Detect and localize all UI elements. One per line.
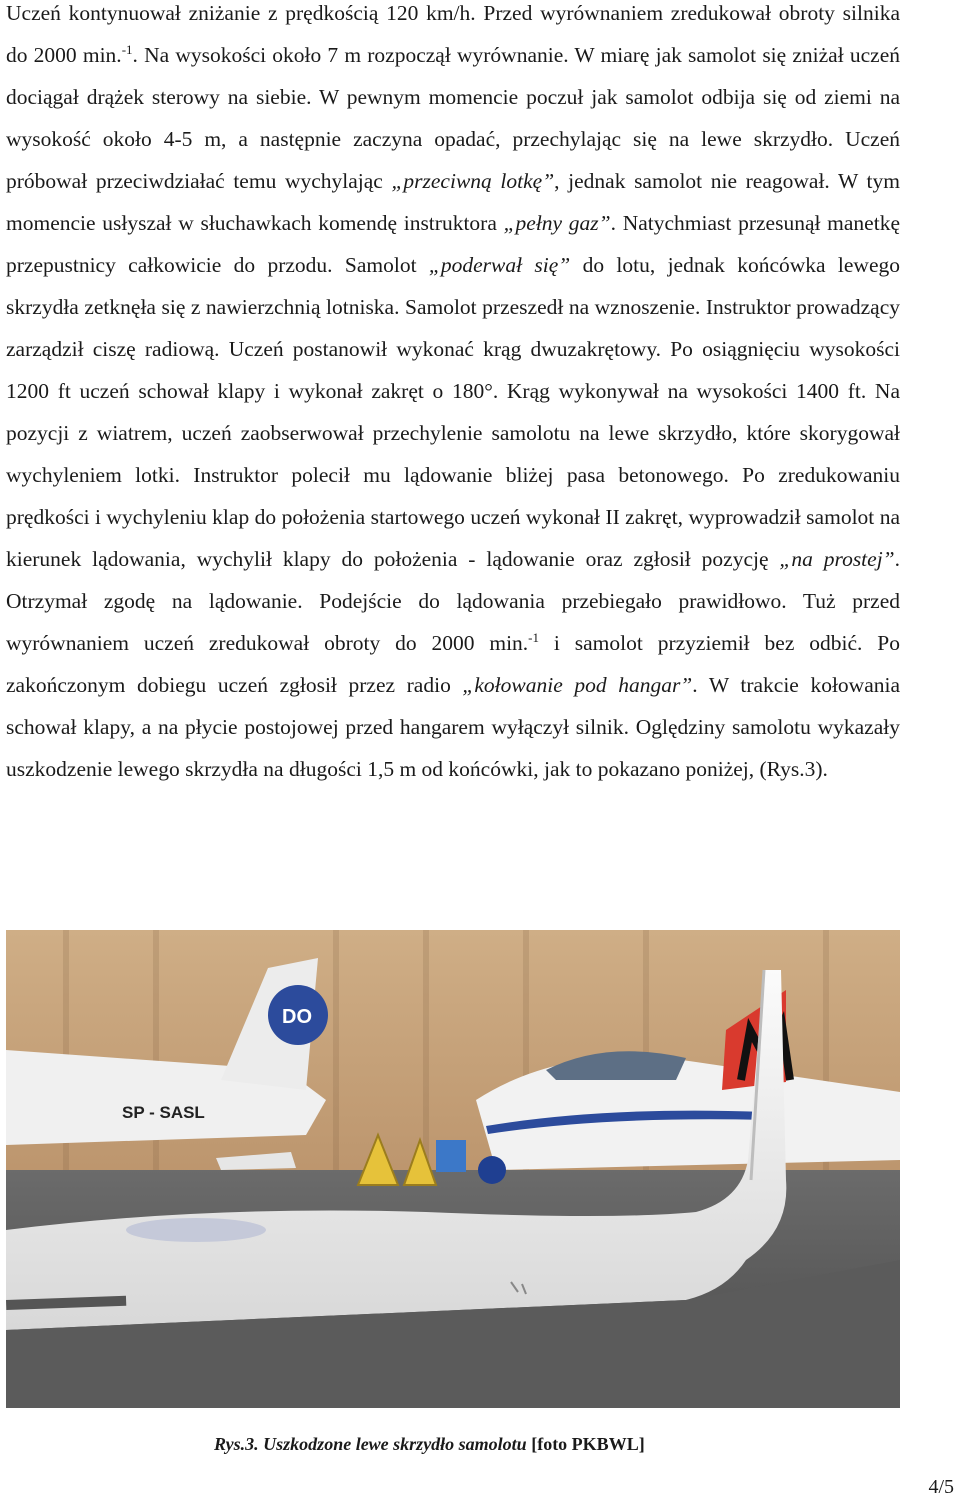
text-run: . W trakcie kołowania schował klapy, a na płycie postojowej przed hangarem wyłączył silnik. Oględziny samolotu wykazały uszkodzenie lewego skrzydła na długości 1,5 m od końcówki, jak to pokazano poniżej, (Rys.3).: [6, 673, 901, 781]
text-run: . Natychmiast przesunął manetkę przepustnicy całkowicie do przodu. Samolot: [6, 211, 900, 277]
registration-text: SP - SASL: [122, 1103, 205, 1122]
text-run: Uczeń kontynuował zniżanie z prędkością 120 km/h. Przed wyrównaniem zredukował obroty silnika do 2000 min.: [6, 1, 900, 67]
glider-wheel: [478, 1156, 506, 1184]
page-number: 4/5: [928, 1476, 954, 1498]
superscript: -1: [528, 630, 540, 645]
superscript: -1: [121, 42, 133, 57]
quoted-phrase: „poderwał się”: [428, 253, 571, 277]
caption-source: [foto PKBWL]: [526, 1434, 645, 1454]
body-paragraph: [6, 0, 900, 790]
quoted-phrase: „pełny gaz”: [503, 211, 611, 235]
caption-label: Rys.3. Uszkodzone lewe skrzydło samolotu: [214, 1434, 527, 1454]
figure-caption: [214, 1434, 645, 1455]
tail-logo-text: DO: [282, 1006, 312, 1028]
text-run: , jednak samolot nie reagował. W tym momencie usłyszał w słuchawkach komendę instruktora: [6, 169, 900, 235]
quoted-phrase: „na prostej”: [779, 547, 895, 571]
quoted-phrase: „przeciwną lotkę”: [391, 169, 555, 193]
quoted-phrase: „kołowanie pod hangar”: [462, 673, 693, 697]
wing-marking: [126, 1218, 266, 1242]
text-run: . Otrzymał zgodę na lądowanie. Podejście do lądowania przebiegało prawidłowo. Tuż przed wyrównaniem uczeń zredukował obroty do 2000 min.: [6, 547, 901, 655]
text-run: . Na wysokości około 7 m rozpoczął wyrównanie. W miarę jak samolot się zniżał uczeń dociągał drążek sterowy na siebie. W pewnym momencie poczuł jak samolot odbija się od ziemi na wysokość około 4-5 m, a następnie zaczyna opadać, przechylając się na lewe skrzydło. Uczeń próbował przeciwdziałać temu wychylając: [6, 43, 901, 193]
text-run: do lotu, jednak końcówka lewego skrzydła zetknęła się z nawierzchnią lotniska. Samolot przeszedł na wznoszenie. Instruktor prowadzący zarządził ciszę radiową. Uczeń postanowił wykonać krąg dwuzakrętowy. Po osiągnięciu wysokości 1200 ft uczeń schował klapy i wykonał zakręt o 180°. Krąg wykonywał na wysokości 1400 ft. Na pozycji z wiatrem, uczeń zaobserwował przechylenie samolotu na lewe skrzydło, które skorygował wychyleniem lotki. Instruktor polecił mu lądowanie bliżej pasa betonowego. Po zredukowaniu prędkości i wychyleniu klap do położenia startowego uczeń wykonał II zakręt, wyprowadził samolot na kierunek lądowania, wychylił klapy do położenia - lądowanie oraz zgłosił pozycję: [6, 253, 900, 571]
text-run: i samolot przyziemił bez odbić. Po zakończonym dobiegu uczeń zgłosił przez radio: [6, 631, 900, 697]
damaged-wing-photo: [6, 930, 900, 1408]
blue-container: [436, 1140, 466, 1172]
